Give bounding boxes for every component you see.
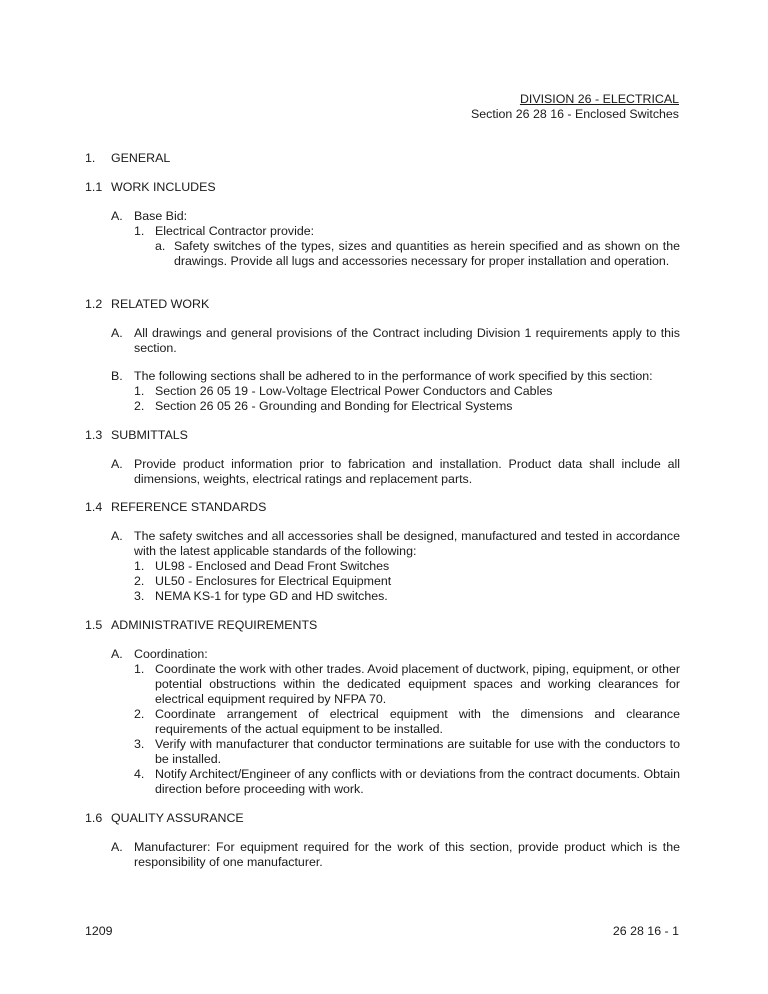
subpara-text: UL50 - Enclosures for Electrical Equipment <box>155 574 392 588</box>
subpara-text: Verify with manufacturer that conductor terminations are suitable for use with the conductors to be installed. <box>155 737 680 766</box>
para-text: Base Bid: <box>134 209 188 223</box>
part-number: 1. <box>85 151 96 165</box>
para-text: Manufacturer: For equipment required for the work of this section, provide product which is the responsibility of one manufacturer. <box>134 840 680 869</box>
para-text: The safety switches and all accessories shall be designed, manufactured and tested in accordance with the latest applicable standards of the following: <box>134 529 680 558</box>
subpara-label: 2. <box>134 574 145 588</box>
article-title-1-5: ADMINISTRATIVE REQUIREMENTS <box>111 618 318 632</box>
para-label: A. <box>111 840 123 854</box>
article-title-1-4: REFERENCE STANDARDS <box>111 500 267 514</box>
subpara-text: Coordinate the work with other trades. Avoid placement of ductwork, piping, equipment, or other potential obstructions within the dedicated equipment spaces and working clearances for electrical equipment required by NFPA 70. <box>155 662 680 706</box>
subpara-label: 3. <box>134 589 145 603</box>
subpara-text: Electrical Contractor provide: <box>155 224 315 238</box>
division-title: DIVISION 26 - ELECTRICAL <box>519 92 679 106</box>
subpara-label: 1. <box>134 384 145 398</box>
subpara-text: NEMA KS-1 for type GD and HD switches. <box>155 589 388 603</box>
para-text: Provide product information prior to fabrication and installation. Product data shall include all dimensions, weights, electrical ratings and replacement parts. <box>134 457 680 486</box>
article-title-1-6: QUALITY ASSURANCE <box>111 811 244 825</box>
footer-page-number: 26 28 16 - 1 <box>612 924 679 938</box>
article-number-1-3: 1.3 <box>85 428 103 442</box>
subpara-label: 1. <box>134 662 145 676</box>
article-title-1-1: WORK INCLUDES <box>111 180 216 194</box>
subpara-text: Coordinate arrangement of electrical equipment with the dimensions and clearance requirements of the actual equipment to be installed. <box>155 707 680 736</box>
para-text: Coordination: <box>134 647 208 661</box>
article-number-1-4: 1.4 <box>85 500 103 514</box>
subpara-text: Section 26 05 26 - Grounding and Bonding for Electrical Systems <box>155 399 513 413</box>
article-number-1-6: 1.6 <box>85 811 103 825</box>
subpara-text: Section 26 05 19 - Low-Voltage Electrical Power Conductors and Cables <box>155 384 553 398</box>
subpara-label: 1. <box>134 559 145 573</box>
subpara-label: 2. <box>134 399 145 413</box>
para-text: The following sections shall be adhered to in the performance of work specified by this section: <box>134 369 653 383</box>
para-label: A. <box>111 326 123 340</box>
item-text: Safety switches of the types, sizes and quantities as herein specified and as shown on the drawings. Provide all lugs and accessories necessary for proper installation and operation. <box>174 239 680 268</box>
section-title: Section 26 28 16 - Enclosed Switches <box>470 107 679 121</box>
subpara-label: 2. <box>134 707 145 721</box>
article-title-1-3: SUBMITTALS <box>111 428 188 442</box>
para-label: A. <box>111 647 123 661</box>
para-text: All drawings and general provisions of the Contract including Division 1 requirements apply to this section. <box>134 326 680 355</box>
part-title: GENERAL <box>111 151 171 165</box>
item-label: a. <box>155 239 166 253</box>
para-label: B. <box>111 369 123 383</box>
subpara-label: 4. <box>134 767 145 781</box>
para-label: A. <box>111 209 123 223</box>
subpara-text: Notify Architect/Engineer of any conflicts with or deviations from the contract documents. Obtain direction before proceeding with work. <box>155 767 680 796</box>
subpara-text: UL98 - Enclosed and Dead Front Switches <box>155 559 390 573</box>
para-label: A. <box>111 529 123 543</box>
article-number-1-1: 1.1 <box>85 180 103 194</box>
subpara-label: 1. <box>134 224 145 238</box>
para-label: A. <box>111 457 123 471</box>
article-title-1-2: RELATED WORK <box>111 297 210 311</box>
subpara-label: 3. <box>134 737 145 751</box>
footer-project-number: 1209 <box>85 924 113 938</box>
article-number-1-2: 1.2 <box>85 297 103 311</box>
article-number-1-5: 1.5 <box>85 618 103 632</box>
